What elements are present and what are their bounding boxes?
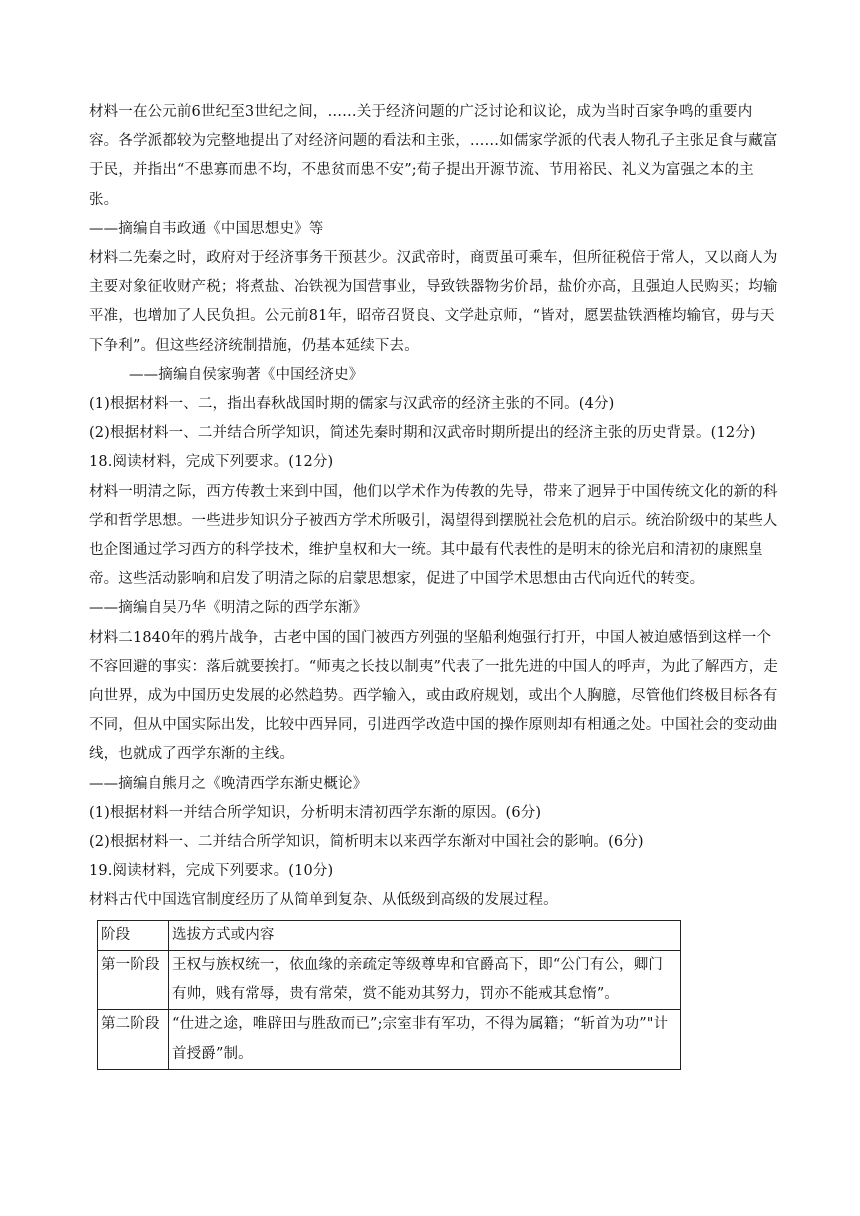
question-17-1: (1)根据材料一、二，指出春秋战国时期的儒家与汉武帝的经济主张的不同。(4分) <box>89 396 615 413</box>
material-17-1-source: ——摘编自韦政通《中国思想史》等 <box>89 220 324 237</box>
material-19-intro: 材料古代中国选官制度经历了从简单到复杂、从低级到高级的发展过程。 <box>89 892 558 909</box>
question-17-2: (2)根据材料一、二并结合所学知识，简述先秦时期和汉武帝时期所提出的经济主张的历史背景。(12分) <box>89 425 756 442</box>
material-18-2-text: 材料二1840年的鸦片战争，古老中国的国门被西方列强的坚船利炮强行打开，中国人被迫感悟到这样一个不容回避的事实：落后就要挨打。“师夷之长技以制夷”代表了一批先进的中国人的呼声，为此了解西方，走向世界，成为中国历史发展的必然趋势。西学输入，或由政府规划，或出个人胸臆，尽管他们终极目标各有不同，但从中国实际出发，比较中西异同，引进西学改造中国的操作原则却有相通之处。中国社会的变动曲线，也就成了西学东渐的主线。 <box>89 629 779 763</box>
table-header-row <box>98 920 681 950</box>
material-17-2-text: 材料二先秦之时，政府对于经济事务干预甚少。汉武帝时，商贾虽可乘车，但所征税倍于常人，又以商人为主要对象征收财产税；将煮盐、冶铁视为国营事业，导致铁器物劣价昂，盐价亦高，且强迫人民购买；均输平准，也增加了人民负担。公元前81年，昭帝召贤良、文学赴京师，“皆对，愿罢盐铁酒榷均输官，毋与天下争利”。但这些经济统制措施，仍基本延续下去。 <box>89 250 778 354</box>
material-18-1-source: ——摘编自吴乃华《明清之际的西学东渐》 <box>89 600 368 617</box>
material-18-1-text: 材料一明清之际，西方传教士来到中国，他们以学术作为传教的先导，带来了迥异于中国传统文化的新的科学和哲学思想。一些进步知识分子被西方学术所吸引，渴望得到摆脱社会危机的启示。统治阶级中的某些人也企图通过学习西方的科学技术，维护皇权和大一统。其中最有代表性的是明末的徐光启和清初的康熙皇帝。这些活动影响和启发了明清之际的启蒙思想家，促进了中国学术思想由古代向近代的转变。 <box>89 483 778 588</box>
material-17-1-text: 材料一在公元前6世纪至3世纪之间，……关于经济问题的广泛讨论和议论，成为当时百家争鸣的重要内容。各学派都较为完整地提出了对经济问题的看法和主张，……如儒家学派的代表人物孔子主张足食与藏富于民，并指出“不患寡而患不均，不患贫而患不安”;荀子提出开源节流、节用裕民、礼义为富强之本的主张。 <box>89 104 778 208</box>
page-content <box>89 98 779 1070</box>
material-17-2-source: ——摘编自侯家驹著《中国经济史》 <box>129 366 364 383</box>
material-18-2-source: ——摘编自熊月之《晚清西学东渐史概论》 <box>89 775 368 792</box>
table-header-stage: 阶段 <box>98 920 169 950</box>
question-18-title: 18.阅读材料，完成下列要求。(12分) <box>89 454 334 471</box>
selection-system-table <box>97 920 681 1070</box>
table-cell-stage: 第二阶段 <box>98 1010 169 1069</box>
table-cell-method: “仕进之途，唯辟田与胜敌而已”;宗室非有军功，不得为属籍；“斩首为功”"计首授爵”制。 <box>169 1010 681 1069</box>
question-18-2: (2)根据材料一、二并结合所学知识，简析明末以来西学东渐对中国社会的影响。(6分) <box>89 834 644 851</box>
table-row <box>98 950 681 1009</box>
question-19-title: 19.阅读材料，完成下列要求。(10分) <box>89 863 334 880</box>
table-cell-method: 王权与族权统一，依血缘的亲疏定等级尊卑和官爵高下，即“公门有公，卿门有帅，贱有常辱，贵有常荣，赏不能劝其努力，罚亦不能戒其怠惰”。 <box>169 950 681 1009</box>
table-cell-stage: 第一阶段 <box>98 950 169 1009</box>
table-row <box>98 1010 681 1069</box>
table-header-method: 选拔方式或内容 <box>169 920 681 950</box>
question-18-1: (1)根据材料一并结合所学知识，分析明末清初西学东渐的原因。(6分) <box>89 804 542 821</box>
